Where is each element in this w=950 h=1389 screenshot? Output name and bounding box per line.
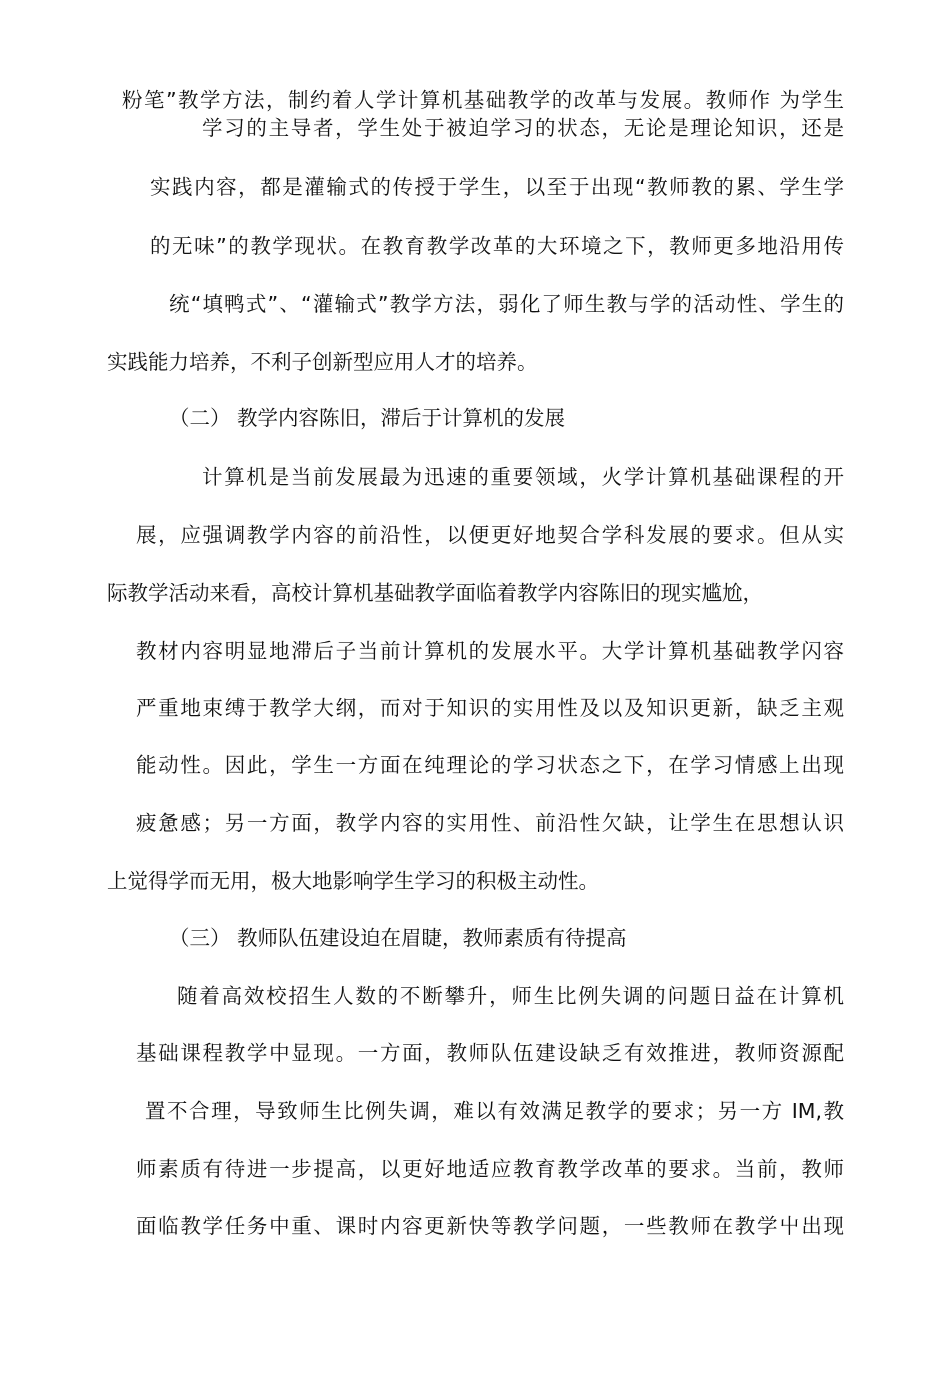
paragraph-line: 粉笔”教学方法，制约着人学计算机基础教学的改革与发展。教师作 为学生 [122,88,844,112]
paragraph-line: 的无味”的教学现状。在教育教学改革的大环境之下，教师更多地沿用传 [150,234,844,258]
paragraph-line: 计算机是当前发展最为迅速的重要领域，火学计算机基础课程的开 [202,465,844,489]
paragraph-line: 基础课程教学中显现。一方面，教师队伍建设缺乏有效推进，教师资源配 [136,1041,844,1065]
section-heading: （三） 教师队伍建设迫在眉睫，教师素质有待提高 [169,926,627,950]
paragraph-line: 严重地束缚于教学大纲，而对于知识的实用性及以及知识更新，缺乏主观 [136,696,844,720]
paragraph-line: 置不合理，导致师生比例失调，难以有效满足教学的要求；另一方 IM,教 [145,1099,844,1123]
paragraph-line: 展，应强调教学内容的前沿性，以便更好地契合学科发展的要求。但从实 [136,523,844,547]
paragraph-line: 面临教学任务中重、课时内容更新快等教学问题，一些教师在教学屮出现 [136,1214,844,1238]
paragraph-line: 疲惫感；另一方面，教学内容的实用性、前沿性欠缺，让学生在思想认识 [136,811,844,835]
paragraph-line: 实践内容，都是灌输式的传授于学生，以至于出现“教师教的累、学生学 [150,175,844,199]
paragraph-line: 学习的主导者，学生处于被迫学习的状态，无论是理论知识，还是 [202,116,844,140]
paragraph-line: 师素质有待进一步提高，以更好地适应教育教学改革的要求。当前，教师 [136,1157,844,1181]
paragraph-line: 实践能力培养，不利子创新型应用人才的培养。 [107,350,538,374]
paragraph-line: 际教学活动来看，高校计算机基础教学面临着教学内容陈旧的现实尴尬， [107,581,763,605]
paragraph-line: 教材内容明显地滞后子当前计算机的发展水平。大学计算机基础教学闪容 [136,639,844,663]
paragraph-line: 能动性。因此，学生一方面在纯理论的学习状态之下，在学习情感上出现 [136,753,844,777]
section-heading: （二） 教学内容陈旧，滞后于计算机的发展 [169,406,566,430]
paragraph-line: 上觉得学而无用，极大地影响学生学习的积极主动性。 [107,869,599,893]
paragraph-line: 统“填鸭式”、“灌输式”教学方法，弱化了师生教与学的活动性、学生的 [169,292,844,316]
paragraph-line: 随着高效校招生人数的不断攀升，师生比例失调的问题日益在计算机 [177,984,844,1008]
